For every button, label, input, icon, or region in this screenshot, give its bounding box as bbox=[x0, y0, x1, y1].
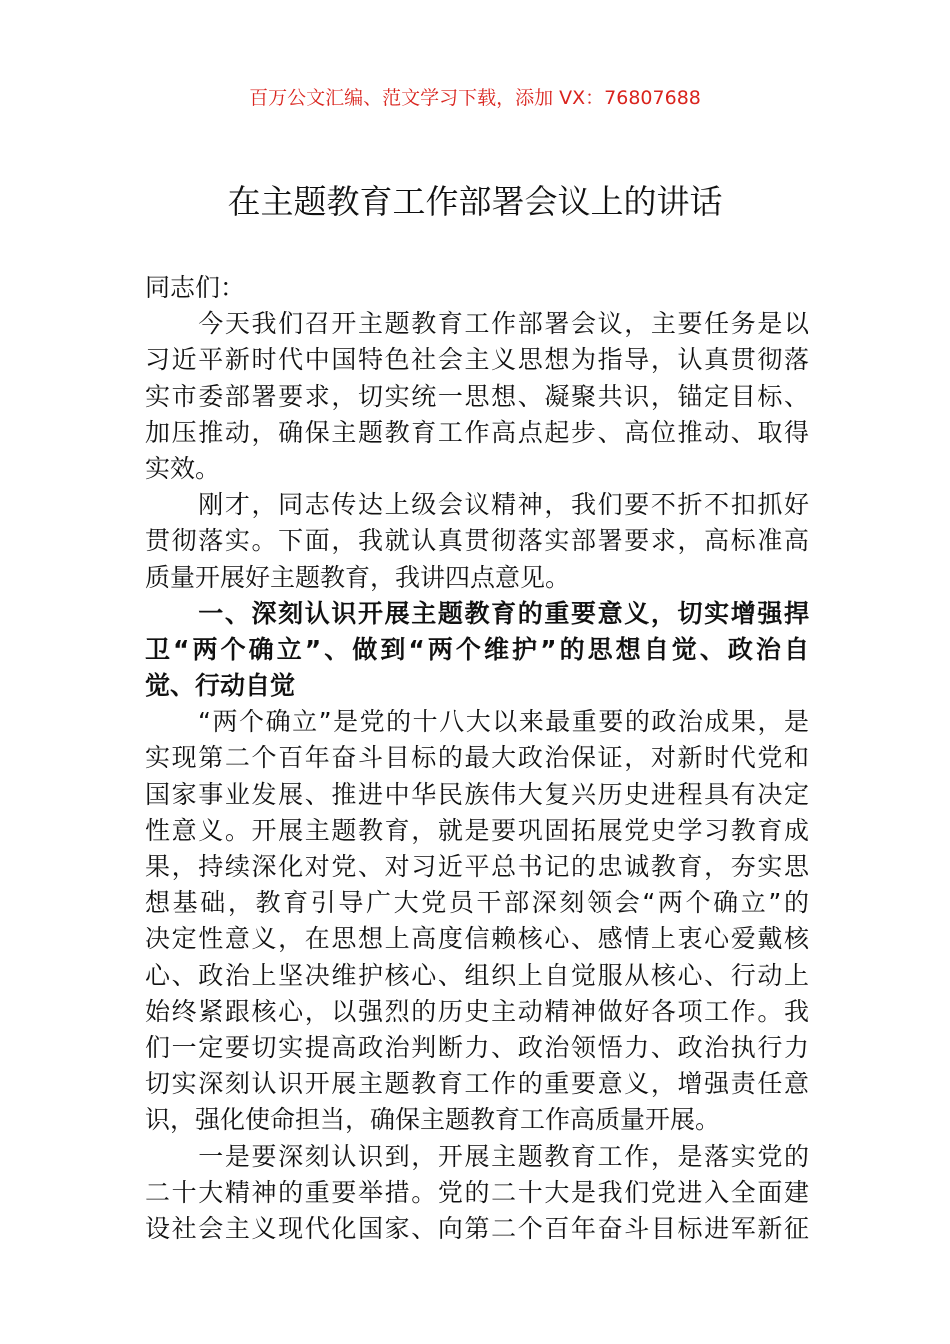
paragraph-line: 果，持续深化对党、对习近平总书记的忠诚教育，夯实思 bbox=[145, 852, 809, 881]
paragraph-line: 二十大精神的重要举措。党的二十大是我们党进入全面建 bbox=[145, 1177, 809, 1207]
paragraph-line: 切实深刻认识开展主题教育工作的重要意义，增强责任意 bbox=[145, 1069, 809, 1099]
paragraph-line: 性意义。开展主题教育，就是要巩固拓展党史学习教育成 bbox=[145, 815, 809, 845]
paragraph-line: 实现第二个百年奋斗目标的最大政治保证，对新时代党和 bbox=[145, 743, 809, 773]
document-body bbox=[145, 270, 809, 1247]
section-heading-line: 觉、行动自觉 bbox=[145, 671, 296, 701]
paragraph-line: 实效。 bbox=[145, 453, 221, 483]
section-heading-line: 卫“两个确立”、做到“两个维护”的思想自觉、政治自 bbox=[145, 634, 809, 664]
paragraph-line: 想基础，教育引导广大党员干部深刻领会“两个确立”的 bbox=[145, 888, 809, 918]
paragraph-line: 决定性意义，在思想上高度信赖核心、感情上衷心爱戴核 bbox=[145, 924, 809, 954]
paragraph-line: 贯彻落实。下面，我就认真贯彻落实部署要求，高标准高 bbox=[145, 526, 809, 556]
paragraph-line: 们一定要切实提高政治判断力、政治领悟力、政治执行力 bbox=[145, 1032, 809, 1062]
paragraph-line: 始终紧跟核心，以强烈的历史主动精神做好各项工作。我 bbox=[145, 996, 809, 1026]
paragraph-line: “两个确立”是党的十八大以来最重要的政治成果，是 bbox=[145, 707, 809, 737]
paragraph-line: 识，强化使命担当，确保主题教育工作高质量开展。 bbox=[145, 1105, 721, 1135]
paragraph-line: 加压推动，确保主题教育工作高点起步、高位推动、取得 bbox=[145, 417, 809, 447]
paragraph-line: 一是要深刻认识到，开展主题教育工作，是落实党的 bbox=[145, 1141, 809, 1171]
paragraph-line: 刚才，同志传达上级会议精神，我们要不折不扣抓好 bbox=[145, 490, 809, 520]
paragraph-line: 实市委部署要求，切实统一思想、凝聚共识，锚定目标、 bbox=[145, 381, 809, 411]
paragraph-line: 同志们： bbox=[145, 273, 246, 302]
header-download-note: 百万公文汇编、范文学习下载，添加 VX：76807688 bbox=[249, 87, 701, 109]
paragraph-line: 今天我们召开主题教育工作部署会议，主要任务是以 bbox=[145, 309, 809, 339]
section-heading-line: 一、深刻认识开展主题教育的重要意义，切实增强捍 bbox=[145, 598, 809, 628]
paragraph-line: 质量开展好主题教育，我讲四点意见。 bbox=[145, 562, 571, 592]
paragraph-line: 设社会主义现代化国家、向第二个百年奋斗目标进军新征 bbox=[145, 1213, 809, 1243]
paragraph-line: 心、政治上坚决维护核心、组织上自觉服从核心、行动上 bbox=[145, 960, 809, 990]
paragraph-line: 习近平新时代中国特色社会主义思想为指导，认真贯彻落 bbox=[145, 345, 809, 375]
paragraph-line: 国家事业发展、推进中华民族伟大复兴历史进程具有决定 bbox=[145, 779, 809, 809]
document-title: 在主题教育工作部署会议上的讲话 bbox=[227, 182, 723, 221]
